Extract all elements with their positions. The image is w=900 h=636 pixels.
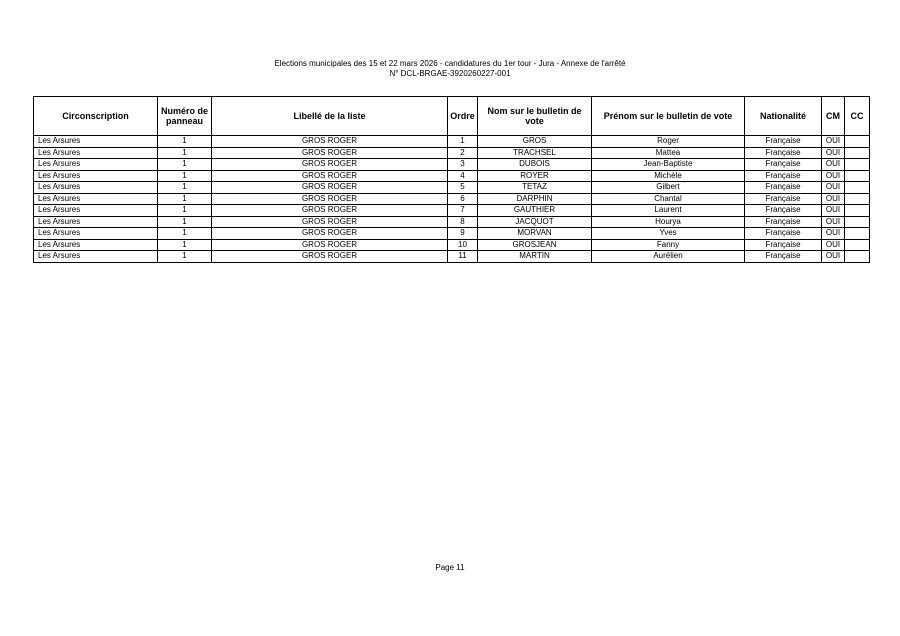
column-header-prenom: Prénom sur le bulletin de vote <box>592 97 745 136</box>
column-header-ordre: Ordre <box>448 97 478 136</box>
cell-nom: GROSJEAN <box>478 239 592 251</box>
cell-cc <box>845 170 870 182</box>
cell-ordre: 5 <box>448 182 478 194</box>
cell-nationalite: Française <box>745 170 822 182</box>
cell-prenom: Mattea <box>592 147 745 159</box>
cell-prenom: Jean-Baptiste <box>592 159 745 171</box>
cell-nom: ROYER <box>478 170 592 182</box>
cell-liste: GROS ROGER <box>212 182 448 194</box>
column-header-nationalite: Nationalité <box>745 97 822 136</box>
cell-circonscription: Les Arsures <box>34 193 158 205</box>
cell-cm: OUI <box>822 193 845 205</box>
cell-panneau: 1 <box>158 239 212 251</box>
cell-prenom: Fanny <box>592 239 745 251</box>
column-header-cc: CC <box>845 97 870 136</box>
table-header-row <box>34 97 870 136</box>
cell-nom: MORVAN <box>478 228 592 240</box>
cell-nom: GROS <box>478 136 592 148</box>
cell-circonscription: Les Arsures <box>34 251 158 263</box>
cell-nationalite: Française <box>745 228 822 240</box>
cell-liste: GROS ROGER <box>212 147 448 159</box>
cell-panneau: 1 <box>158 251 212 263</box>
cell-nationalite: Française <box>745 182 822 194</box>
cell-liste: GROS ROGER <box>212 159 448 171</box>
cell-cm: OUI <box>822 216 845 228</box>
cell-ordre: 9 <box>448 228 478 240</box>
cell-cm: OUI <box>822 239 845 251</box>
cell-ordre: 2 <box>448 147 478 159</box>
cell-ordre: 1 <box>448 136 478 148</box>
table-row <box>34 239 870 251</box>
cell-panneau: 1 <box>158 182 212 194</box>
table-row <box>34 159 870 171</box>
cell-circonscription: Les Arsures <box>34 205 158 217</box>
cell-cc <box>845 228 870 240</box>
cell-nationalite: Française <box>745 239 822 251</box>
table-row <box>34 205 870 217</box>
cell-liste: GROS ROGER <box>212 216 448 228</box>
table-row <box>34 170 870 182</box>
cell-panneau: 1 <box>158 159 212 171</box>
table-row <box>34 147 870 159</box>
cell-nom: DARPHIN <box>478 193 592 205</box>
cell-ordre: 3 <box>448 159 478 171</box>
cell-nom: TETAZ <box>478 182 592 194</box>
cell-nationalite: Française <box>745 216 822 228</box>
cell-ordre: 4 <box>448 170 478 182</box>
cell-nationalite: Française <box>745 205 822 217</box>
cell-nationalite: Française <box>745 251 822 263</box>
cell-circonscription: Les Arsures <box>34 147 158 159</box>
cell-prenom: Laurent <box>592 205 745 217</box>
cell-cc <box>845 205 870 217</box>
cell-circonscription: Les Arsures <box>34 159 158 171</box>
cell-cm: OUI <box>822 136 845 148</box>
table-row <box>34 216 870 228</box>
table-row <box>34 228 870 240</box>
cell-cc <box>845 239 870 251</box>
cell-cc <box>845 193 870 205</box>
cell-nom: DUBOIS <box>478 159 592 171</box>
table-row <box>34 251 870 263</box>
cell-nationalite: Française <box>745 193 822 205</box>
cell-circonscription: Les Arsures <box>34 228 158 240</box>
cell-nom: MARTIN <box>478 251 592 263</box>
cell-panneau: 1 <box>158 205 212 217</box>
cell-cm: OUI <box>822 251 845 263</box>
cell-cm: OUI <box>822 147 845 159</box>
cell-circonscription: Les Arsures <box>34 170 158 182</box>
cell-circonscription: Les Arsures <box>34 239 158 251</box>
column-header-cm: CM <box>822 97 845 136</box>
cell-nationalite: Française <box>745 147 822 159</box>
cell-nationalite: Française <box>745 159 822 171</box>
cell-prenom: Gilbert <box>592 182 745 194</box>
cell-panneau: 1 <box>158 170 212 182</box>
column-header-liste: Libellé de la liste <box>212 97 448 136</box>
cell-prenom: Roger <box>592 136 745 148</box>
cell-circonscription: Les Arsures <box>34 182 158 194</box>
cell-circonscription: Les Arsures <box>34 216 158 228</box>
cell-prenom: Chantal <box>592 193 745 205</box>
cell-panneau: 1 <box>158 193 212 205</box>
cell-panneau: 1 <box>158 216 212 228</box>
cell-liste: GROS ROGER <box>212 251 448 263</box>
page-number: Page 11 <box>435 563 465 572</box>
table-row <box>34 136 870 148</box>
cell-ordre: 6 <box>448 193 478 205</box>
cell-liste: GROS ROGER <box>212 136 448 148</box>
cell-prenom: Yves <box>592 228 745 240</box>
cell-nationalite: Française <box>745 136 822 148</box>
table-row <box>34 193 870 205</box>
cell-circonscription: Les Arsures <box>34 136 158 148</box>
cell-prenom: Hourya <box>592 216 745 228</box>
cell-liste: GROS ROGER <box>212 228 448 240</box>
cell-cc <box>845 136 870 148</box>
cell-liste: GROS ROGER <box>212 205 448 217</box>
document-title: Elections municipales des 15 et 22 mars 2026 - candidatures du 1er tour - Jura - Annexe de l'arrêté <box>274 59 626 68</box>
cell-cm: OUI <box>822 228 845 240</box>
cell-panneau: 1 <box>158 136 212 148</box>
cell-liste: GROS ROGER <box>212 193 448 205</box>
cell-nom: TRACHSEL <box>478 147 592 159</box>
cell-prenom: Aurélien <box>592 251 745 263</box>
document-header <box>0 59 900 79</box>
cell-cm: OUI <box>822 205 845 217</box>
cell-cc <box>845 216 870 228</box>
cell-ordre: 7 <box>448 205 478 217</box>
column-header-nom: Nom sur le bulletin de vote <box>478 97 592 136</box>
column-header-circonscription: Circonscription <box>34 97 158 136</box>
cell-cc <box>845 251 870 263</box>
cell-prenom: Michèle <box>592 170 745 182</box>
column-header-panneau: Numéro de panneau <box>158 97 212 136</box>
candidates-table <box>33 96 870 263</box>
cell-cm: OUI <box>822 170 845 182</box>
cell-ordre: 10 <box>448 239 478 251</box>
cell-panneau: 1 <box>158 147 212 159</box>
cell-cm: OUI <box>822 159 845 171</box>
cell-liste: GROS ROGER <box>212 239 448 251</box>
cell-cc <box>845 147 870 159</box>
cell-nom: GAUTHIER <box>478 205 592 217</box>
cell-nom: JACQUOT <box>478 216 592 228</box>
cell-ordre: 11 <box>448 251 478 263</box>
cell-liste: GROS ROGER <box>212 170 448 182</box>
table-row <box>34 182 870 194</box>
cell-cc <box>845 159 870 171</box>
document-reference: N° DCL-BRGAE-3920260227-001 <box>389 69 511 78</box>
cell-ordre: 8 <box>448 216 478 228</box>
cell-cm: OUI <box>822 182 845 194</box>
cell-cc <box>845 182 870 194</box>
cell-panneau: 1 <box>158 228 212 240</box>
